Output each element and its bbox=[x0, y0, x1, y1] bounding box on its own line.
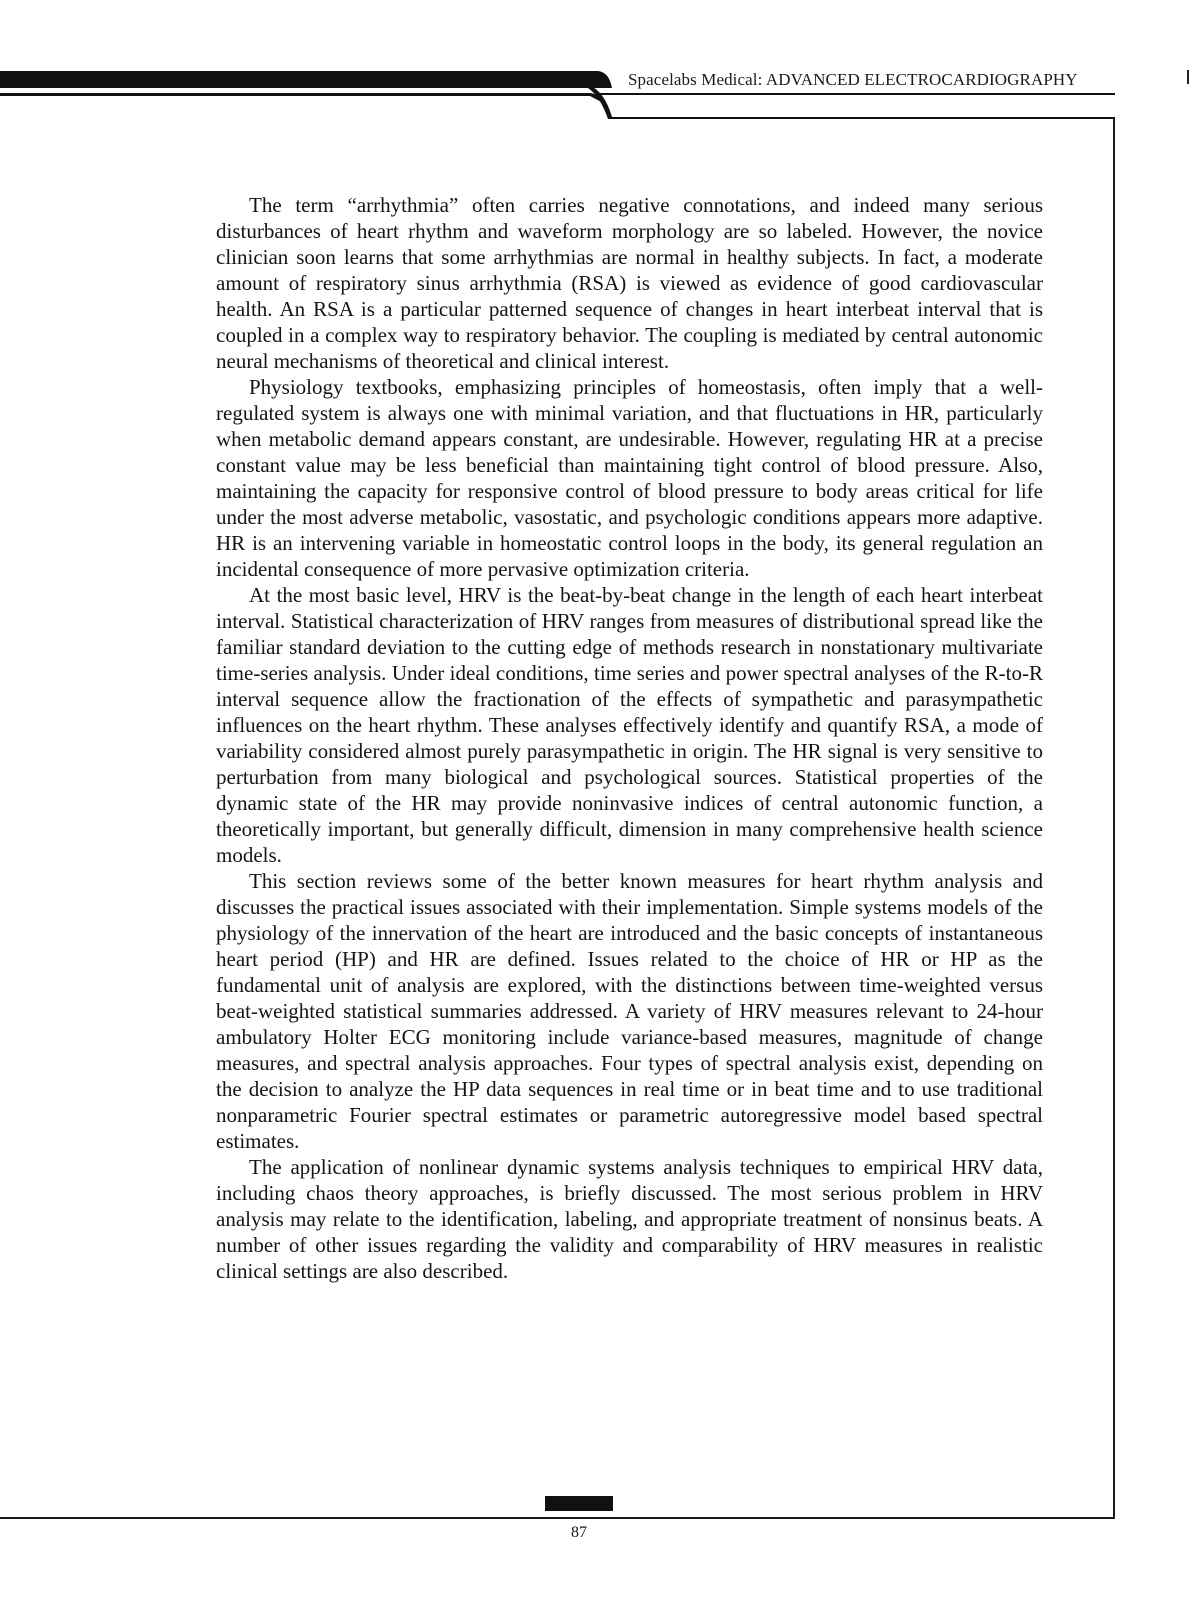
page-frame-right-rule bbox=[1113, 118, 1115, 1518]
page-number: 87 bbox=[571, 1524, 587, 1541]
paragraph-hrv-definition: At the most basic level, HRV is the beat-by-beat change in the length of each heart interbeat interval. Statistical characterization of HRV ranges from measures of distributional spread like the familiar standard deviation to the cutting edge of methods research in nonstationary multivariate time-series analysis. Under ideal conditions, time series and power spectral analyses of the R-to-R interval sequence allow the fractionation of the effects of sympathetic and parasympathetic influences on the heart rhythm. These analyses effectively identify and quantify RSA, a mode of variability considered almost purely parasympathetic in origin. The HR signal is very sensitive to perturbation from many biological and psychological sources. Statistical properties of the dynamic state of the HR may provide noninvasive indices of central autonomic function, a theoretically important, but generally difficult, dimension in many comprehensive health science models. bbox=[216, 583, 1043, 867]
paragraph-arrhythmia-intro: The term “arrhythmia” often carries negative connotations, and indeed many serious disturbances of heart rhythm and waveform morphology are so labeled. However, the novice clinician soon learns that some arrhythmias are normal in healthy subjects. In fact, a moderate amount of respiratory sinus arrhythmia (RSA) is viewed as evidence of good cardiovascular health. An RSA is a particular patterned sequence of changes in heart interbeat interval that is coupled in a complex way to respiratory behavior. The coupling is mediated by central autonomic neural mechanisms of theoretical and clinical interest. bbox=[216, 193, 1043, 373]
paragraph-section-overview: This section reviews some of the better known measures for heart rhythm analysis and discusses the practical issues associated with their implementation. Simple systems models of the physiology of the innervation of the heart are introduced and the basic concepts of instantaneous heart period (HP) and HR are defined. Issues related to the choice of HR or HP as the fundamental unit of analysis are explored, with the distinctions between time-weighted versus beat-weighted statistical summaries addressed. A variety of HRV measures relevant to 24-hour ambulatory Holter ECG monitoring include variance-based measures, magnitude of change measures, and spectral analysis approaches. Four types of spectral analysis exist, depending on the decision to analyze the HP data sequences in real time or in beat time and to use traditional nonparametric Fourier spectral estimates or parametric autoregressive model based spectral estimates. bbox=[216, 869, 1043, 1153]
page-tab-marker bbox=[545, 1496, 613, 1511]
page-edge-mark bbox=[1187, 70, 1189, 84]
page-frame-bottom-rule bbox=[0, 1517, 1115, 1519]
paragraph-homeostasis: Physiology textbooks, emphasizing principles of homeostasis, often imply that a well-regulated system is always one with minimal variation, and that fluctuations in HR, particularly when metabolic demand appears constant, are undesirable. However, regulating HR at a precise constant value may be less beneficial than maintaining tight control of blood pressure. Also, maintaining the capacity for responsive control of blood pressure to body areas critical for life under the most adverse metabolic, vasostatic, and psychologic conditions appears more adaptive. HR is an intervening variable in homeostatic control loops in the body, its general regulation an incidental consequence of more pervasive optimization criteria. bbox=[216, 375, 1043, 581]
running-header: Spacelabs Medical: ADVANCED ELECTROCARDIOGRAPHY bbox=[628, 70, 1078, 89]
paragraph-nonlinear-analysis: The application of nonlinear dynamic systems analysis techniques to empirical HRV data, including chaos theory approaches, is briefly discussed. The most serious problem in HRV analysis may relate to the identification, labeling, and appropriate treatment of nonsinus beats. A number of other issues regarding the validity and comparability of HRV measures in realistic clinical settings are also described. bbox=[216, 1155, 1043, 1283]
body-text bbox=[216, 192, 1043, 1284]
